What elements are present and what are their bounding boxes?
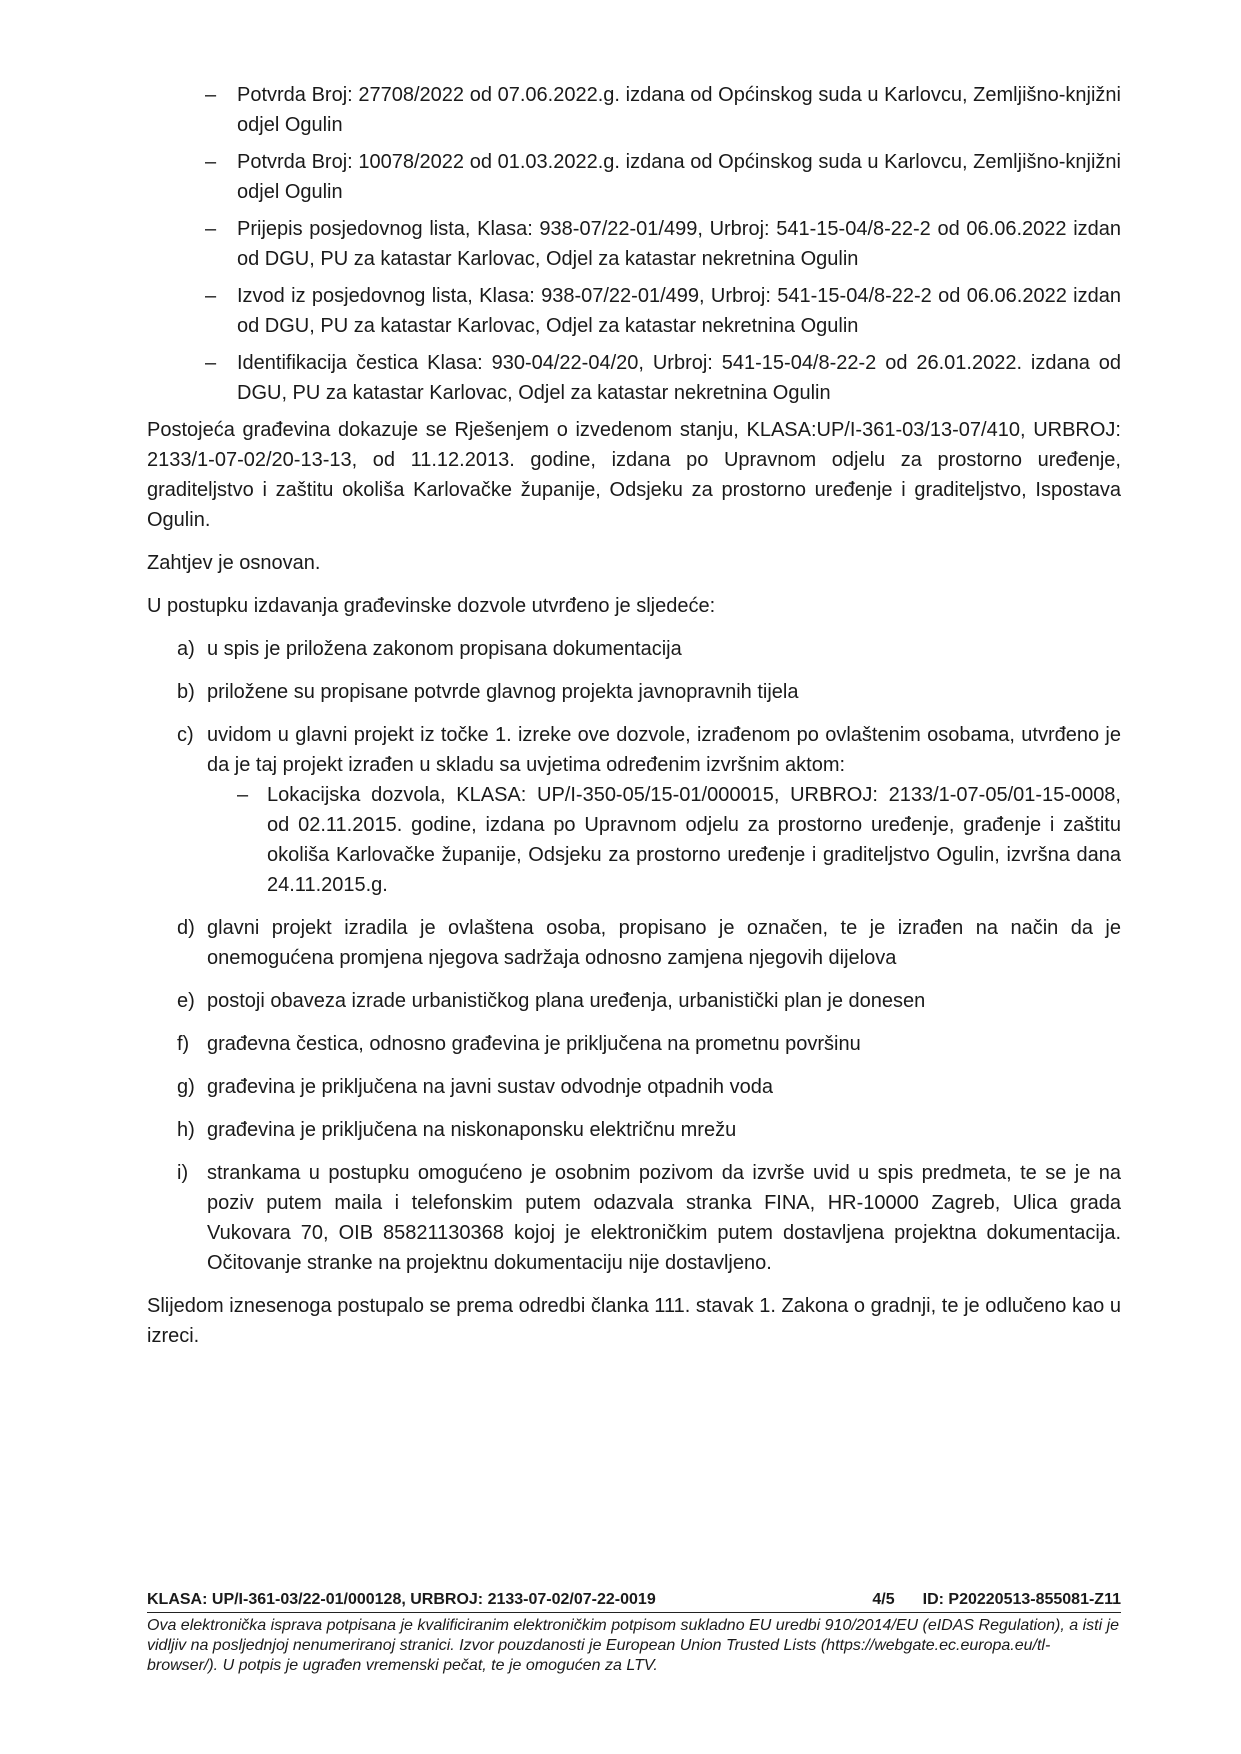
finding-item (147, 677, 1121, 707)
finding-marker: i) (177, 1162, 189, 1184)
finding-marker: a) (177, 638, 195, 660)
certificate-item (147, 348, 1121, 408)
finding-text: postoji obaveza izrade urbanističkog plana uređenja, urbanistički plan je donesen (207, 990, 926, 1012)
finding-marker: g) (177, 1076, 195, 1098)
finding-marker: f) (177, 1033, 190, 1055)
certificate-text: Potvrda Broj: 10078/2022 od 01.03.2022.g. izdana od Općinskog suda u Karlovcu, Zemljišno-knjižni odjel Ogulin (237, 151, 1121, 203)
finding-item (147, 913, 1121, 973)
certificate-item (147, 147, 1121, 207)
footer-klasa-urbroj: KLASA: UP/I-361-03/22-01/000128, URBROJ: 2133-07-02/07-22-0019 (147, 1591, 656, 1608)
request-valid-paragraph: Zahtjev je osnovan. (147, 552, 321, 574)
findings-list (147, 634, 1121, 1278)
finding-item (147, 720, 1121, 900)
finding-marker: c) (177, 724, 194, 746)
certificate-item (147, 281, 1121, 341)
finding-text: građevna čestica, odnosno građevina je priključena na prometnu površinu (207, 1033, 861, 1055)
conclusion-paragraph: Slijedom iznesenoga postupalo se prema odredbi članka 111. stavak 1. Zakona o gradnji, te je odlučeno kao u izreci. (147, 1295, 1121, 1347)
footer-page-number: 4/5 (872, 1591, 895, 1608)
finding-text: uvidom u glavni projekt iz točke 1. izreke ove dozvole, izrađenom po ovlaštenim osobama, utvrđeno je da je taj projekt izrađen u skladu sa uvjetima određenim izvršnim aktom: (207, 724, 1121, 776)
location-permit-text: Lokacijska dozvola, KLASA: UP/I-350-05/15-01/000015, URBROJ: 2133/1-07-05/01-15-0008, od 02.11.2015. godine, izdana po Upravnom odjelu za prostorno uređenje, građenje i zaštitu okoliša Karlovačke županije, Odsjeku za prostorno uređenje i graditeljstvo Ogulin, izvršna dana 24.11.2015.g. (267, 784, 1121, 896)
finding-marker: e) (177, 990, 195, 1012)
finding-marker: h) (177, 1119, 195, 1141)
finding-text: priložene su propisane potvrde glavnog projekta javnopravnih tijela (207, 681, 799, 703)
certificate-text: Prijepis posjedovnog lista, Klasa: 938-07/22-01/499, Urbroj: 541-15-04/8-22-2 od 06.06.2022 izdan od DGU, PU za katastar Karlovac, Odjel za katastar nekretnina Ogulin (237, 218, 1121, 270)
finding-item (147, 1115, 1121, 1145)
finding-text: u spis je priložena zakonom propisana dokumentacija (207, 638, 682, 660)
finding-item (147, 986, 1121, 1016)
footer-document-id: ID: P20220513-855081-Z11 (922, 1591, 1121, 1608)
certificate-text: Izvod iz posjedovnog lista, Klasa: 938-07/22-01/499, Urbroj: 541-15-04/8-22-2 od 06.06.2022 izdan od DGU, PU za katastar Karlovac, Odjel za katastar nekretnina Ogulin (237, 285, 1121, 337)
footer-right-group (872, 1590, 1121, 1610)
certificate-text: Identifikacija čestica Klasa: 930-04/22-04/20, Urbroj: 541-15-04/8-22-2 od 26.01.2022. izdana od DGU, PU za katastar Karlovac, Odjel za katastar nekretnina Ogulin (237, 352, 1121, 404)
dash-marker: – (237, 784, 249, 806)
finding-text: građevina je priključena na javni sustav odvodnje otpadnih voda (207, 1076, 773, 1098)
finding-marker: b) (177, 681, 195, 703)
finding-item (147, 634, 1121, 664)
footer-signature-note: Ova elektronička isprava potpisana je kvalificiranim elektroničkim potpisom sukladno EU uredbi 910/2014/EU (eIDAS Regulation), a isti je vidljiv na posljednjoj nenumeriranoj stranici. Izvor pouzdanosti je European Union Trusted Lists (https://webgate.ec.europa.eu/tl-browser/). U potpis je ugrađen vremenski pečat, te je omogućen za LTV. (147, 1617, 1120, 1674)
certificate-text: Potvrda Broj: 27708/2022 od 07.06.2022.g. izdana od Općinskog suda u Karlovcu, Zemljišno-knjižni odjel Ogulin (237, 84, 1121, 136)
finding-text: strankama u postupku omogućeno je osobnim pozivom da izvrše uvid u spis predmeta, te se je na poziv putem maila i telefonskim putem odazvala stranka FINA, HR-10000 Zagreb, Ulica grada Vukovara 70, OIB 85821130368 kojoj je elektroničkim putem dostavljena projektna dokumentacija. Očitovanje stranke na projektnu dokumentaciju nije dostavljeno. (207, 1162, 1121, 1274)
finding-item (147, 1072, 1121, 1102)
dash-marker: – (205, 352, 217, 374)
location-permit-item (147, 780, 1121, 900)
dash-marker: – (205, 285, 217, 307)
dash-marker: – (205, 84, 217, 106)
dash-marker: – (205, 218, 217, 240)
footer-reference-line (147, 1590, 1121, 1613)
dash-marker: – (205, 151, 217, 173)
document-body (147, 80, 1121, 1364)
certificate-item (147, 80, 1121, 140)
finding-item (147, 1158, 1121, 1278)
finding-text: građevina je priključena na niskonaponsku električnu mrežu (207, 1119, 737, 1141)
page-footer (147, 1590, 1121, 1676)
finding-item (147, 1029, 1121, 1059)
finding-text: glavni projekt izradila je ovlaštena osoba, propisano je označen, te je izrađen na način da je onemogućena promjena njegova sadržaja odnosno zamjena njegovih dijelova (207, 917, 1121, 969)
procedure-intro-paragraph: U postupku izdavanja građevinske dozvole utvrđeno je sljedeće: (147, 595, 716, 617)
certificate-item (147, 214, 1121, 274)
finding-marker: d) (177, 917, 195, 939)
existing-building-paragraph: Postojeća građevina dokazuje se Rješenjem o izvedenom stanju, KLASA:UP/I-361-03/13-07/410, URBROJ: 2133/1-07-02/20-13-13, od 11.12.2013. godine, izdana po Upravnom odjelu za prostorno uređenje, graditeljstvo i zaštitu okoliša Karlovačke županije, Odsjeku za prostorno uređenje i graditeljstvo, Ispostava Ogulin. (147, 419, 1121, 531)
certificates-list (147, 80, 1121, 408)
